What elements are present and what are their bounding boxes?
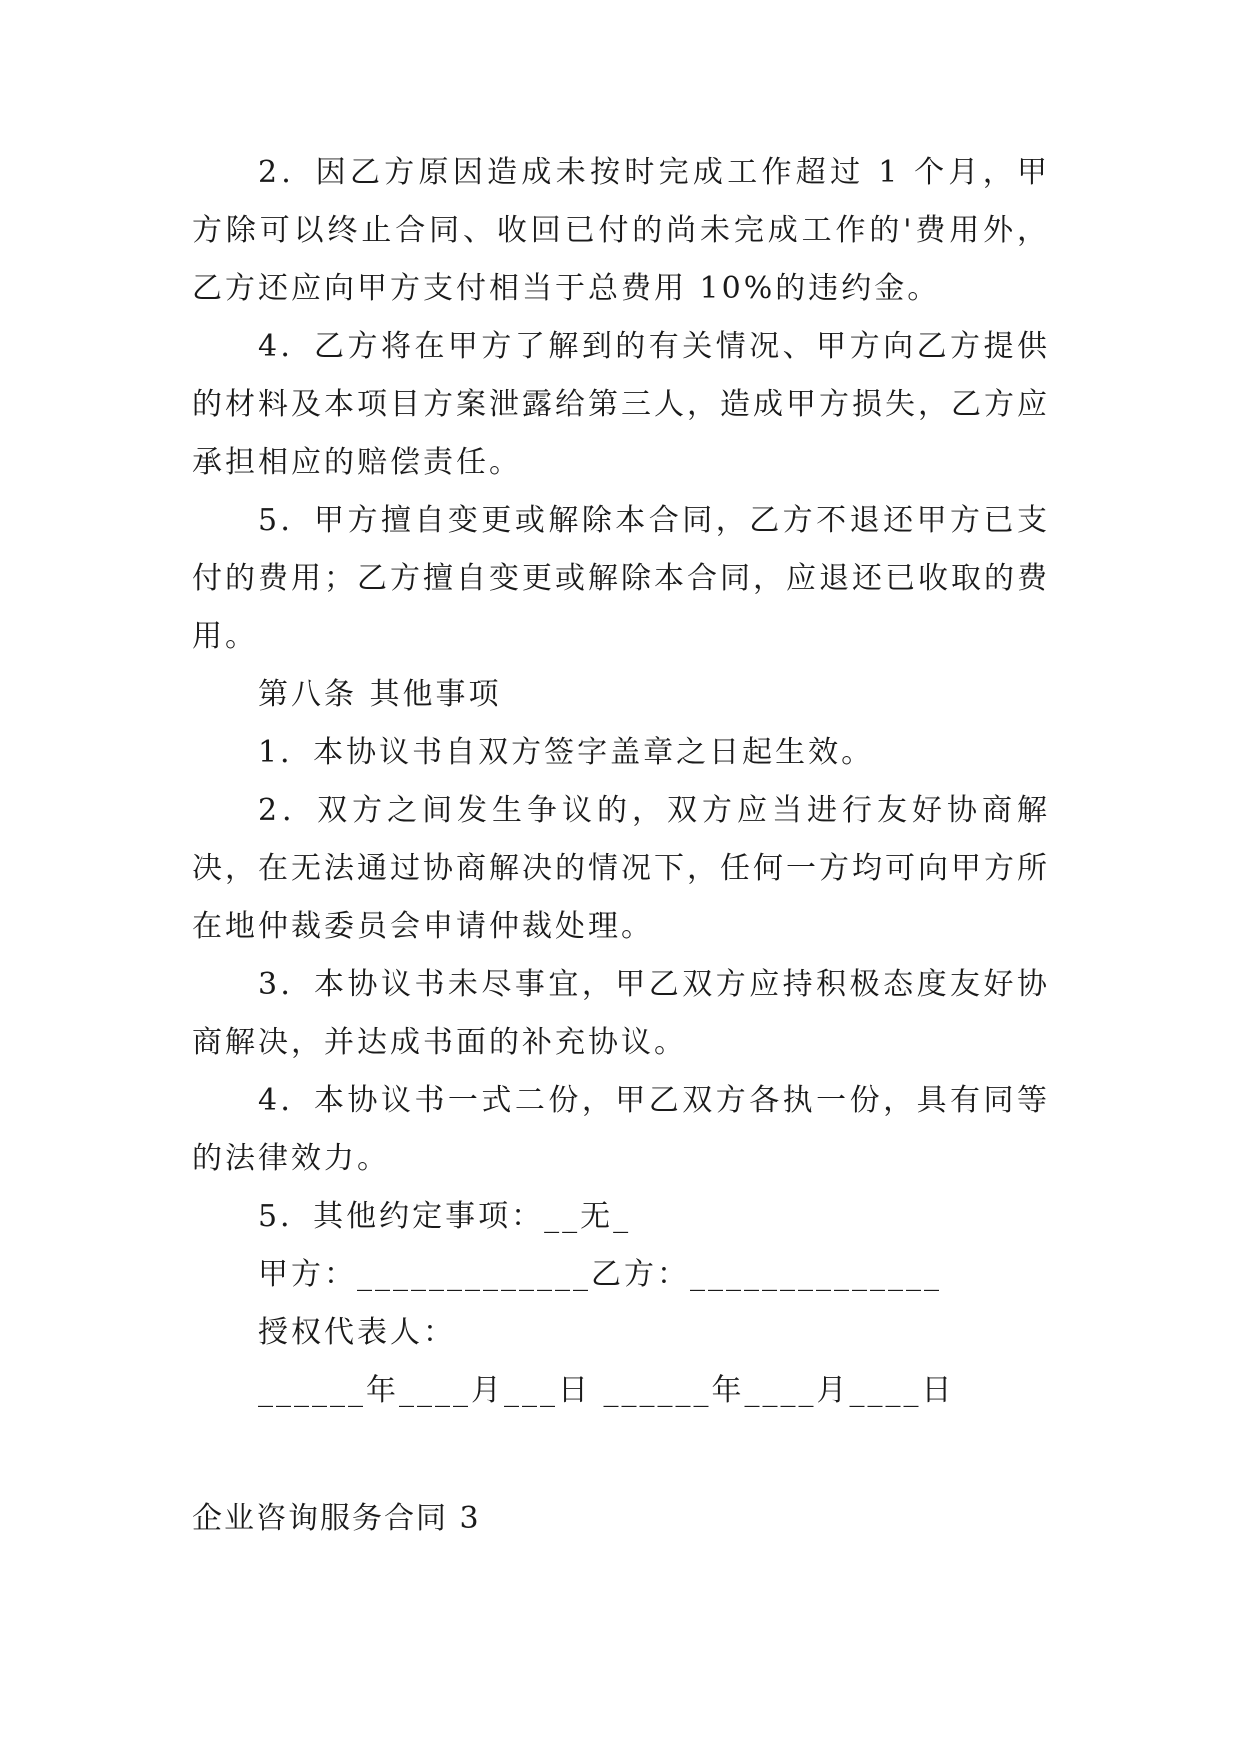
clause-effective-date: 1．本协议书自双方签字盖章之日起生效。 — [258, 735, 875, 770]
article-eight-heading: 第八条 其他事项 — [258, 677, 502, 712]
contract-body — [192, 144, 1050, 1420]
clause-breach-termination: 5．甲方擅自变更或解除本合同，乙方不退还甲方已支付的费用；乙方擅自变更或解除本合同，应退还已收取的费用。 — [192, 503, 1050, 654]
clause-supplementary: 3．本协议书未尽事宜，甲乙双方应持积极态度友好协商解决，并达成书面的补充协议。 — [192, 967, 1050, 1060]
clause-breach-disclosure: 4．乙方将在甲方了解到的有关情况、甲方向乙方提供的材料及本项目方案泄露给第三人，造成甲方损失，乙方应承担相应的赔偿责任。 — [192, 329, 1050, 480]
signature-representative-line: 授权代表人： — [258, 1315, 456, 1350]
signature-date-line: ______年____月___日 ______年____月____日 — [258, 1373, 955, 1408]
clause-breach-delay: 2．因乙方原因造成未按时完成工作超过 1 个月，甲方除可以终止合同、收回已付的尚未完成工作的'费用外，乙方还应向甲方支付相当于总费用 10%的违约金。 — [192, 155, 1050, 306]
clause-dispute-resolution: 2．双方之间发生争议的，双方应当进行友好协商解决，在无法通过协商解决的情况下，任何一方均可向甲方所在地仲裁委员会申请仲裁处理。 — [192, 793, 1050, 944]
signature-parties-line: 甲方：_____________乙方：______________ — [258, 1257, 942, 1292]
clause-copies: 4．本协议书一式二份，甲乙双方各执一份，具有同等的法律效力。 — [192, 1083, 1050, 1176]
next-section-title: 企业咨询服务合同 3 — [192, 1501, 481, 1536]
clause-other-matters: 5．其他约定事项：__无_ — [258, 1199, 632, 1234]
